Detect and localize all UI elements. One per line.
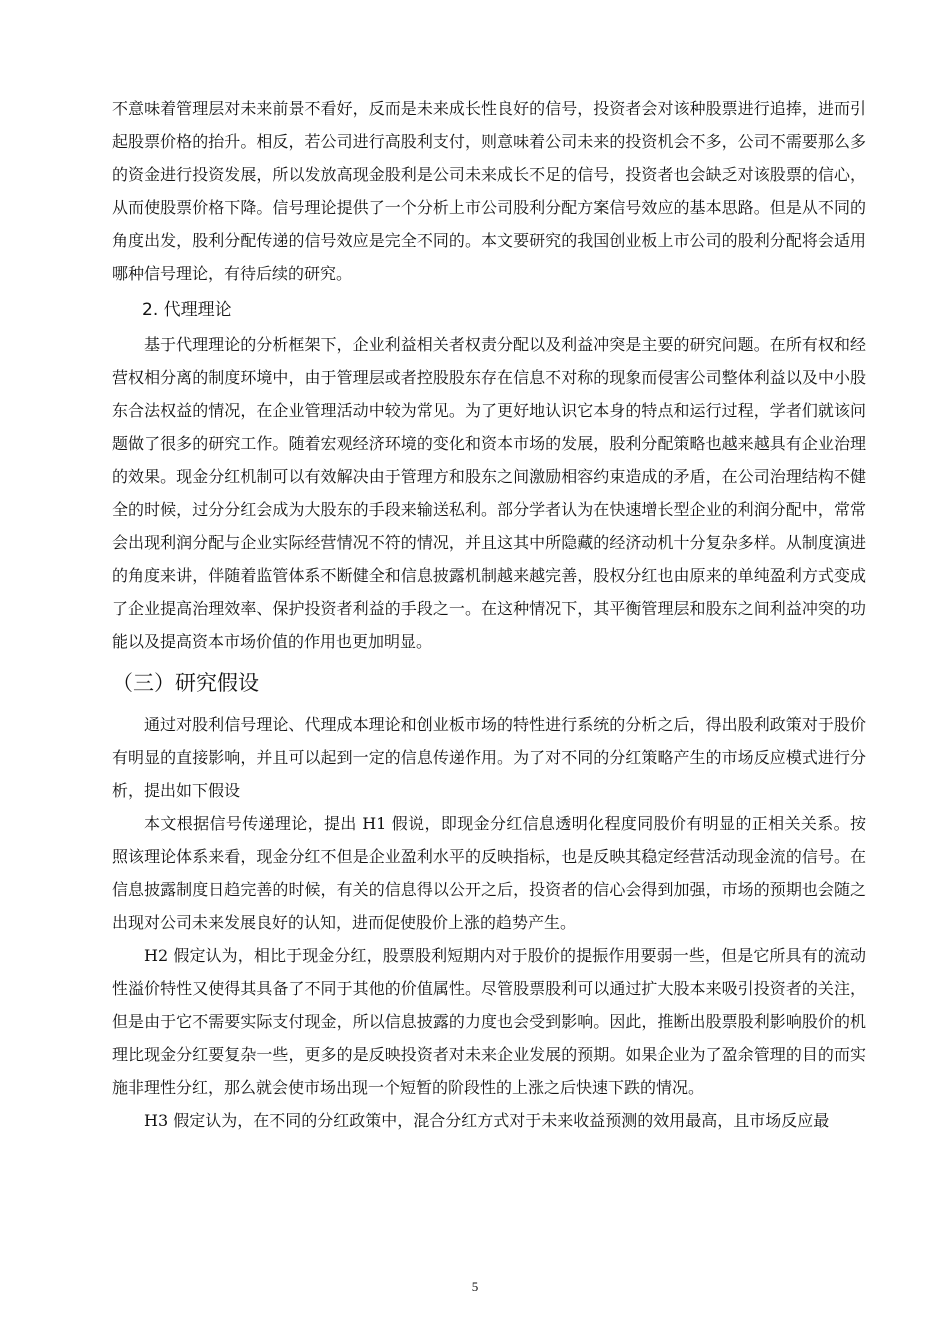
paragraph-hypothesis-intro: 通过对股利信号理论、代理成本理论和创业板市场的特性进行系统的分析之后，得出股利政策对于股价有明显的直接影响，并且可以起到一定的信息传递作用。为了对不同的分红策略产生的市场反应模式进行分析，提出如下假设 <box>112 715 866 800</box>
page-number: 5 <box>471 1279 479 1294</box>
document-page <box>112 92 866 1137</box>
paragraph-signal-theory-end: 不意味着管理层对未来前景不看好，反而是未来成长性良好的信号，投资者会对该种股票进行追捧，进而引起股票价格的抬升。相反，若公司进行高股利支付，则意味着公司未来的投资机会不多，公司不需要那么多的资金进行投资发展，所以发放高现金股利是公司未来成长不足的信号，投资者也会缺乏对该股票的信心，从而使股票价格下降。信号理论提供了一个分析上市公司股利分配方案信号效应的基本思路。但是从不同的角度出发，股利分配传递的信号效应是完全不同的。本文要研究的我国创业板上市公司的股利分配将会适用哪种信号理论，有待后续的研究。 <box>112 99 866 283</box>
paragraph-agency-theory: 基于代理理论的分析框架下，企业利益相关者权责分配以及利益冲突是主要的研究问题。在所有权和经营权相分离的制度环境中，由于管理层或者控股股东存在信息不对称的现象而侵害公司整体利益以及中小股东合法权益的情况，在企业管理活动中较为常见。为了更好地认识它本身的特点和运行过程，学者们就该问题做了很多的研究工作。随着宏观经济环境的变化和资本市场的发展，股利分配策略也越来越具有企业治理的效果。现金分红机制可以有效解决由于管理方和股东之间激励相容约束造成的矛盾，在公司治理结构不健全的时候，过分分红会成为大股东的手段来输送私利。部分学者认为在快速增长型企业的利润分配中，常常会出现利润分配与企业实际经营情况不符的情况，并且这其中所隐藏的经济动机十分复杂多样。从制度演进的角度来讲，伴随着监管体系不断健全和信息披露机制越来越完善，股权分红也由原来的单纯盈利方式变成了企业提高治理效率、保护投资者利益的手段之一。在这种情况下，其平衡管理层和股东之间利益冲突的功能以及提高资本市场价值的作用也更加明显。 <box>112 335 866 651</box>
paragraph-hypothesis-h2: H2 假定认为，相比于现金分红，股票股利短期内对于股价的提振作用要弱一些，但是它所具有的流动性溢价特性又使得其具备了不同于其他的价值属性。尽管股票股利可以通过扩大股本来吸引投资者的关注，但是由于它不需要实际支付现金，所以信息披露的力度也会受到影响。因此，推断出股票股利影响股价的机理比现金分红要复杂一些，更多的是反映投资者对未来企业发展的预期。如果企业为了盈余管理的目的而实施非理性分红，那么就会使市场出现一个短暂的阶段性的上涨之后快速下跌的情况。 <box>112 946 866 1097</box>
paragraph-hypothesis-h1: 本文根据信号传递理论，提出 H1 假说，即现金分红信息透明化程度同股价有明显的正相关关系。按照该理论体系来看，现金分红不但是企业盈利水平的反映指标，也是反映其稳定经营活动现金流的信号。在信息披露制度日趋完善的时候，有关的信息得以公开之后，投资者的信心会得到加强，市场的预期也会随之出现对公司未来发展良好的认知，进而促使股价上涨的趋势产生。 <box>112 814 866 932</box>
paragraph-hypothesis-h3: H3 假定认为，在不同的分红政策中，混合分红方式对于未来收益预测的效用最高，且市场反应最 <box>144 1111 830 1130</box>
subheading-agency-theory: 2. 代理理论 <box>142 300 232 320</box>
section-heading-hypotheses: （三）研究假设 <box>112 671 259 695</box>
